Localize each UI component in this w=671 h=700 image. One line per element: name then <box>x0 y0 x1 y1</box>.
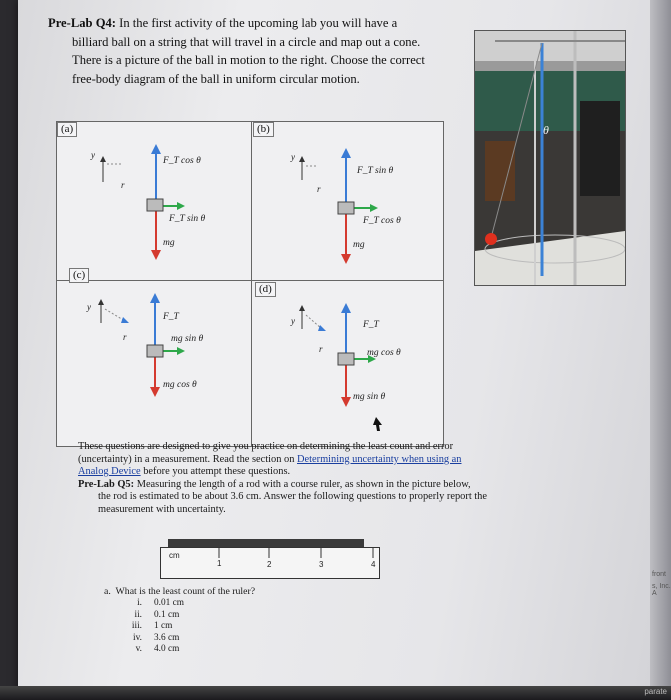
theta-label: θ <box>543 123 549 137</box>
intro-line-2: (uncertainty) in a measurement. Read the section on <box>78 453 295 465</box>
q5-line-3: measurement with uncertainty. <box>98 503 226 515</box>
question-4-label: Pre-Lab Q4: <box>48 16 116 30</box>
q5-line-2: the rod is estimated to be about 3.6 cm. Answer the following questions to properly report the <box>98 491 487 503</box>
tick-2: 2 <box>267 560 272 569</box>
axis-r-c: r <box>123 332 127 342</box>
force-side-a: F_T sin θ <box>169 214 206 224</box>
page-edge <box>650 0 671 700</box>
bottom-edge-text: parate <box>644 687 667 696</box>
force-top-b: F_T sin θ <box>357 166 394 176</box>
analog-device-link[interactable]: Analog Device <box>78 466 141 478</box>
ruler-unit: cm <box>169 551 180 560</box>
free-body-diagram-grid <box>56 121 444 447</box>
ruler <box>160 547 380 579</box>
intro-line-1: These questions are designed to give you practice on determining the least count and error <box>78 441 454 452</box>
question-5-label: Pre-Lab Q5: <box>78 478 135 490</box>
option-5[interactable]: v. 4.0 cm <box>135 644 180 654</box>
axis-y-d: y <box>291 316 295 326</box>
uncertainty-link[interactable]: Determining uncertainty when using an <box>297 453 462 465</box>
option-1[interactable]: i. 0.01 cm <box>137 598 184 608</box>
bottom-edge <box>0 686 671 700</box>
axis-y-b: y <box>291 152 295 162</box>
option-c-label[interactable]: (c) <box>69 268 89 283</box>
axis-y-a: y <box>91 150 95 160</box>
force-side-b: F_T cos θ <box>363 216 401 226</box>
force-bottom-d: mg sin θ <box>353 392 386 402</box>
option-d-label[interactable]: (d) <box>255 282 276 297</box>
q4-line-3: There is a picture of the ball in motion to the right. Choose the correct <box>72 53 425 67</box>
diagram-b <box>252 122 443 280</box>
force-side-c: mg sin θ <box>171 334 204 344</box>
uncertainty-instructions <box>78 441 548 517</box>
q4-line-1: In the first activity of the upcoming lab you will have a <box>119 16 398 30</box>
option-a-label[interactable]: (a) <box>57 122 77 137</box>
question-a <box>104 586 255 597</box>
option-4[interactable]: iv. 3.6 cm <box>133 632 180 643</box>
question-a-text: What is the least count of the ruler? <box>115 586 256 597</box>
axis-y-c: y <box>87 302 91 312</box>
force-bottom-c: mg cos θ <box>163 380 197 390</box>
option-2[interactable]: ii. 0.1 cm <box>134 609 180 620</box>
question-a-label: a. <box>104 586 111 597</box>
axis-r-a: r <box>121 180 125 190</box>
ruler-figure <box>160 539 380 579</box>
intro-line-3: before you attempt these questions. <box>143 466 291 478</box>
diagram-a <box>57 122 251 280</box>
q5-line-1: Measuring the length of a rod with a course ruler, as shown in the picture below, <box>136 478 471 490</box>
edge-text-2: s, Inc. A <box>652 583 671 597</box>
question-4-text <box>48 14 468 88</box>
force-bottom-a: mg <box>163 238 175 248</box>
answer-options <box>118 598 184 656</box>
option-b-label[interactable]: (b) <box>253 122 274 137</box>
axis-r-b: r <box>317 184 321 194</box>
conical-pendulum-photo <box>474 30 626 286</box>
photo-illustration <box>475 31 625 285</box>
force-top-a: F_T cos θ <box>163 156 201 166</box>
tick-3: 3 <box>319 560 324 569</box>
tick-4: 4 <box>371 560 376 569</box>
q4-line-2: billiard ball on a string that will travel in a circle and map out a cone. <box>72 34 421 49</box>
force-top-c: F_T <box>163 312 179 322</box>
edge-text-1: front <box>652 571 667 578</box>
tick-1: 1 <box>217 559 222 568</box>
force-top-d: F_T <box>363 320 379 330</box>
force-bottom-b: mg <box>353 240 365 250</box>
axis-r-d: r <box>319 344 323 354</box>
force-side-d: mg cos θ <box>367 348 401 358</box>
option-3[interactable]: iii. 1 cm <box>131 621 173 631</box>
diagram-d <box>252 281 443 446</box>
q4-line-4: free-body diagram of the ball in uniform circular motion. <box>72 71 360 86</box>
